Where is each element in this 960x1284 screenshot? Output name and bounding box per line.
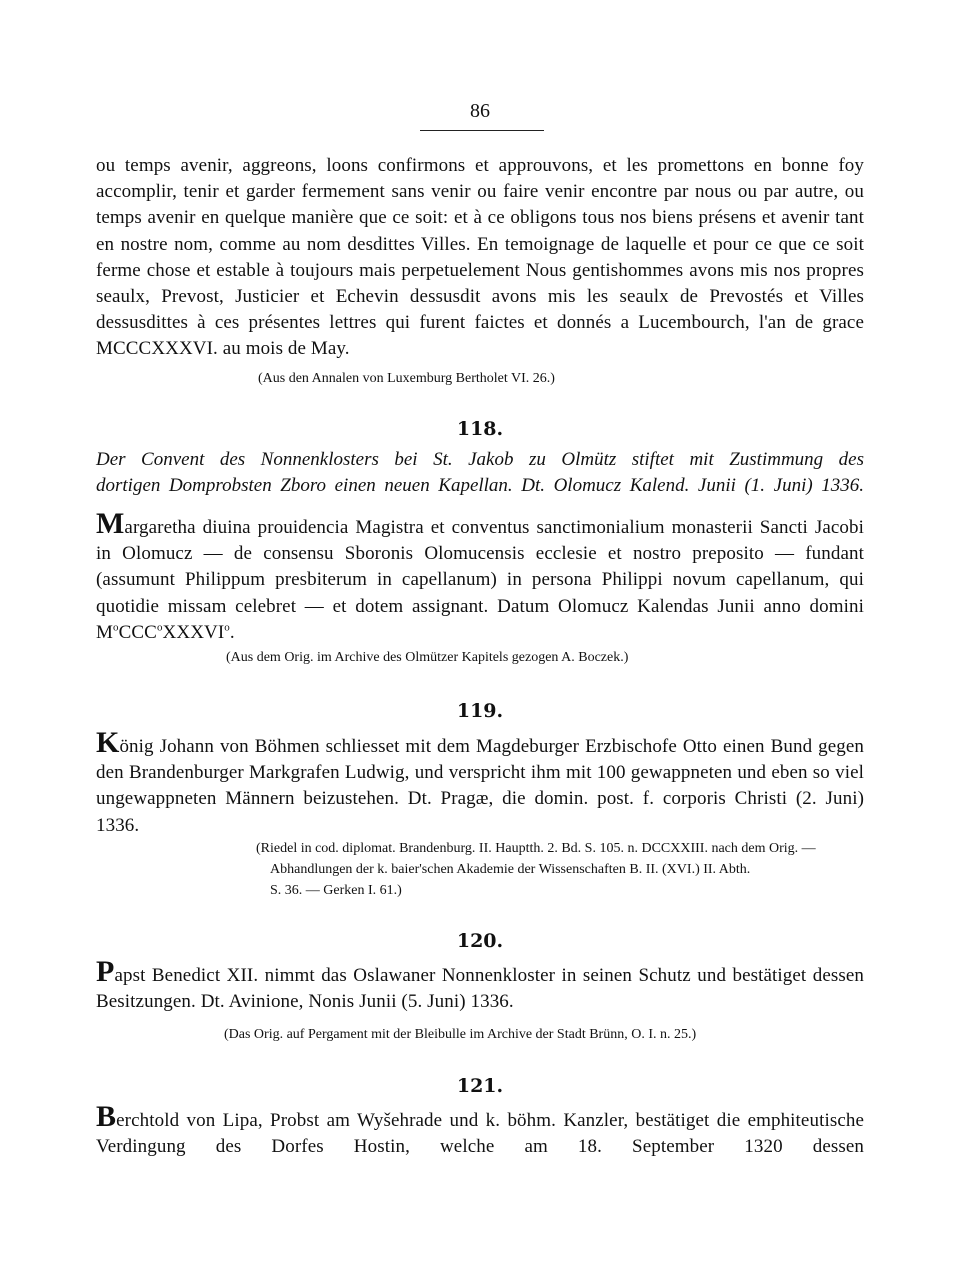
doc-120-text — [96, 955, 864, 1015]
doc-121-text — [96, 1100, 864, 1160]
doc-118-sup1: o — [113, 621, 119, 634]
doc-118-text-b: CCC — [118, 621, 157, 643]
doc-118-source: (Aus dem Orig. im Archive des Olmützer Kapitels gezogen A. Boczek.) — [226, 650, 629, 665]
doc-118-sup2: o — [156, 621, 163, 634]
header-rule — [420, 130, 544, 131]
doc-119-source-line2: Abhandlungen der k. baier'schen Akademie der Wissenschaften B. II. (XVI.) II. Abth. — [270, 862, 751, 877]
doc-120-initial: P — [96, 955, 115, 988]
doc-118-regest-line1: Der Convent des Nonnenklosters bei St. Jakob zu Olmütz stiftet mit Zustimmung des — [96, 449, 864, 470]
continuation-paragraph: ou temps avenir, aggreons, loons confirmons et approuvons, et les promettons en bonne foy accomplir, tenir et garder fermement sans venir ou faire venir encontre par nous ou par autre, ou temps avenir en quelque manière que ce soit: et à ce obligons tous nos biens présens et avenir tant en nostre nom, comme au nom desdittes Villes. En temoignage de laquelle et pour ce que ce soit ferme chose et estable à toujours mais perpetuelement Nous gentishommes avons mis nos propres seaulx, Prevost, Justicier et Echevin dessusdit avons mis les seaulx de Prevostés et Villes dessusdittes à ces présentes lettres qui furent faictes et donnés a Lucembourch, l'an de grace MCCCXXXVI. au mois de May. — [96, 155, 864, 360]
doc-118-text — [96, 507, 864, 646]
doc-120-number: 120. — [456, 930, 504, 952]
doc-120-source: (Das Orig. auf Pergament mit der Bleibulle im Archive der Stadt Brünn, O. I. n. 25.) — [224, 1027, 697, 1042]
page-number: 86 — [470, 100, 490, 122]
doc-119-source-line1: (Riedel in cod. diplomat. Brandenburg. II. Hauptth. 2. Bd. S. 105. n. DCCXXIII. nach dem Orig. — — [256, 841, 816, 856]
doc-121-number: 121. — [456, 1075, 504, 1097]
doc-118-regest — [96, 447, 864, 499]
doc-119-initial: K — [96, 726, 120, 759]
doc-118-regest-line2: dortigen Domprobsten Zboro einen neuen Kapellan. Dt. Olomucz Kalend. Junii (1. Juni) 1336. — [96, 475, 864, 496]
doc-118-text-d: . — [229, 621, 235, 643]
doc-118-initial: M — [96, 507, 125, 540]
doc-119-body: önig Johann von Böhmen schliesset mit dem Magdeburger Erzbischofe Otto einen Bund gegen den Brandenburger Markgrafen Ludwig, und verspricht ihm mit 100 gewappneten und eben so viel ungewappneten Männern beizustehen. Dt. Pragæ, die domin. post. f. corporis Christi (2. Juni) 1336. — [96, 736, 864, 836]
doc-118-sup3: o — [224, 621, 230, 634]
doc-121-body: erchtold von Lipa, Probst am Wyšehrade und k. böhm. Kanzler, bestätiget die emphiteutische Verdingung des Dorfes Hostin, welche am 18. September 1320 dessen — [96, 1110, 864, 1158]
doc-119-source — [256, 838, 868, 901]
doc-118-text-c: XXXVI — [162, 621, 225, 643]
doc-119-number: 119. — [456, 700, 504, 722]
doc-119-source-line3: S. 36. — Gerken I. 61.) — [270, 883, 402, 898]
doc-121-initial: B — [96, 1100, 117, 1133]
doc-120-body: apst Benedict XII. nimmt das Oslawaner Nonnenkloster in seinen Schutz und bestätiget dessen Besitzungen. Dt. Avinione, Nonis Junii (5. Juni) 1336. — [96, 965, 864, 1013]
doc-118-text-a: argaretha diuina prouidencia Magistra et conventus sanctimonialium monasterii Sancti Jacobi in Olomucz — de consensu Sboronis Olomucensis ecclesie et nostro preposito — fundant (assumunt Philippum presbiterum in capellanum) in persona Philippi novum capellanum, qui quotidie missam celebret — et dotem assignant. Datum Olomucz Kalendas Junii anno domini M — [96, 517, 864, 643]
doc-118-number: 118. — [456, 418, 504, 440]
doc-119-text — [96, 726, 864, 839]
continuation-source: (Aus den Annalen von Luxemburg Bertholet VI. 26.) — [258, 371, 555, 386]
